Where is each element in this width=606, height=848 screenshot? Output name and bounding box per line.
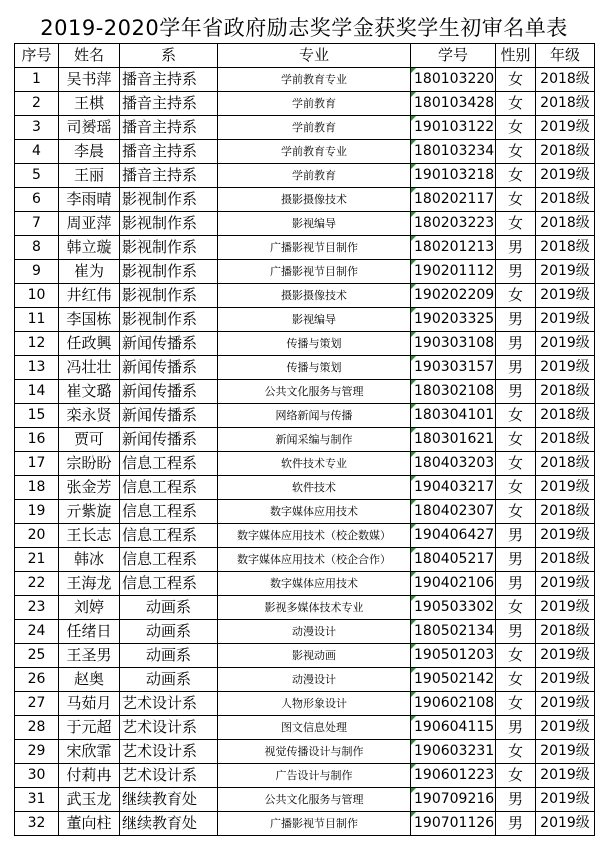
- header-index[interactable]: 序号: [15, 44, 59, 68]
- cell-grade[interactable]: 2018级: [536, 500, 595, 524]
- cell-major[interactable]: 学前教育: [218, 92, 411, 116]
- cell-grade[interactable]: 2018级: [536, 212, 595, 236]
- cell-grade[interactable]: 2019级: [536, 596, 595, 620]
- table-row: [15, 188, 595, 212]
- cell-gender[interactable]: 女: [496, 140, 536, 164]
- table-row: [15, 644, 595, 668]
- cell-gender[interactable]: 女: [496, 68, 536, 92]
- cell-major[interactable]: 动漫设计: [218, 668, 411, 692]
- cell-dept[interactable]: 影视制作系: [120, 236, 218, 260]
- table-row: [15, 332, 595, 356]
- table-row: [15, 500, 595, 524]
- cell-grade[interactable]: 2019级: [536, 260, 595, 284]
- cell-dept[interactable]: 艺术设计系: [120, 764, 218, 788]
- cell-index[interactable]: 23: [15, 596, 59, 620]
- cell-index[interactable]: 13: [15, 356, 59, 380]
- table-row: [15, 212, 595, 236]
- cell-gender[interactable]: 女: [496, 404, 536, 428]
- cell-name[interactable]: 任政興: [59, 332, 120, 356]
- cell-gender[interactable]: 男: [496, 716, 536, 740]
- cell-gender[interactable]: 男: [496, 332, 536, 356]
- cell-student-id[interactable]: 190502142: [411, 668, 496, 692]
- cell-index[interactable]: 25: [15, 644, 59, 668]
- cell-major[interactable]: 影视编导: [218, 212, 411, 236]
- cell-major[interactable]: 人物形象设计: [218, 692, 411, 716]
- cell-grade[interactable]: 2019级: [536, 356, 595, 380]
- cell-major[interactable]: 学前教育专业: [218, 68, 411, 92]
- cell-grade[interactable]: 2019级: [536, 116, 595, 140]
- cell-dept[interactable]: 艺术设计系: [120, 716, 218, 740]
- cell-dept[interactable]: 动画系: [120, 668, 218, 692]
- table-row: [15, 692, 595, 716]
- cell-name[interactable]: 宗盼盼: [59, 452, 120, 476]
- cell-student-id[interactable]: 180304101: [411, 404, 496, 428]
- cell-gender[interactable]: 女: [496, 188, 536, 212]
- cell-name[interactable]: 于元超: [59, 716, 120, 740]
- cell-dept[interactable]: 新闻传播系: [120, 380, 218, 404]
- table-row: [15, 68, 595, 92]
- table-row: [15, 260, 595, 284]
- header-dept[interactable]: 系: [120, 44, 218, 68]
- cell-dept[interactable]: 新闻传播系: [120, 428, 218, 452]
- cell-student-id[interactable]: 180202117: [411, 188, 496, 212]
- cell-grade[interactable]: 2018级: [536, 188, 595, 212]
- cell-student-id[interactable]: 190604115: [411, 716, 496, 740]
- cell-name[interactable]: 崔文璐: [59, 380, 120, 404]
- cell-major[interactable]: 传播与策划: [218, 332, 411, 356]
- cell-student-id[interactable]: 180103220: [411, 68, 496, 92]
- cell-gender[interactable]: 女: [496, 212, 536, 236]
- cell-index[interactable]: 1: [15, 68, 59, 92]
- cell-dept[interactable]: 信息工程系: [120, 524, 218, 548]
- cell-dept[interactable]: 新闻传播系: [120, 404, 218, 428]
- table-row: [15, 764, 595, 788]
- cell-major[interactable]: 公共文化服务与管理: [218, 788, 411, 812]
- cell-name[interactable]: 贾可: [59, 428, 120, 452]
- cell-student-id[interactable]: 190103218: [411, 164, 496, 188]
- cell-grade[interactable]: 2018级: [536, 404, 595, 428]
- cell-dept[interactable]: 影视制作系: [120, 308, 218, 332]
- cell-name[interactable]: 张金芳: [59, 476, 120, 500]
- cell-name[interactable]: 李国栋: [59, 308, 120, 332]
- cell-major[interactable]: 图文信息处理: [218, 716, 411, 740]
- cell-student-id[interactable]: 190201112: [411, 260, 496, 284]
- cell-dept[interactable]: 新闻传播系: [120, 356, 218, 380]
- cell-gender[interactable]: 女: [496, 284, 536, 308]
- cell-major[interactable]: 影视动画: [218, 644, 411, 668]
- cell-student-id[interactable]: 180402307: [411, 500, 496, 524]
- cell-dept[interactable]: 影视制作系: [120, 260, 218, 284]
- cell-index[interactable]: 18: [15, 476, 59, 500]
- cell-student-id[interactable]: 190601223: [411, 764, 496, 788]
- cell-index[interactable]: 9: [15, 260, 59, 284]
- table-row: [15, 620, 595, 644]
- cell-grade[interactable]: 2018级: [536, 548, 595, 572]
- cell-grade[interactable]: 2019级: [536, 692, 595, 716]
- cell-student-id[interactable]: 190602108: [411, 692, 496, 716]
- cell-major[interactable]: 广播影视节目制作: [218, 812, 411, 836]
- header-grade[interactable]: 年级: [536, 44, 595, 68]
- cell-major[interactable]: 影视多媒体技术专业: [218, 596, 411, 620]
- header-major[interactable]: 专业: [218, 44, 411, 68]
- cell-index[interactable]: 15: [15, 404, 59, 428]
- cell-dept[interactable]: 信息工程系: [120, 572, 218, 596]
- cell-student-id[interactable]: 190103122: [411, 116, 496, 140]
- cell-index[interactable]: 22: [15, 572, 59, 596]
- table-row: [15, 452, 595, 476]
- cell-dept[interactable]: 播音主持系: [120, 68, 218, 92]
- cell-index[interactable]: 20: [15, 524, 59, 548]
- table-row: [15, 164, 595, 188]
- cell-name[interactable]: 王棋: [59, 92, 120, 116]
- cell-student-id[interactable]: 180201213: [411, 236, 496, 260]
- cell-gender[interactable]: 女: [496, 116, 536, 140]
- cell-gender[interactable]: 男: [496, 356, 536, 380]
- table-row: [15, 812, 595, 836]
- cell-student-id[interactable]: 180405217: [411, 548, 496, 572]
- cell-grade[interactable]: 2018级: [536, 428, 595, 452]
- cell-index[interactable]: 6: [15, 188, 59, 212]
- cell-name[interactable]: 王长志: [59, 524, 120, 548]
- cell-index[interactable]: 14: [15, 380, 59, 404]
- cell-student-id[interactable]: 190701126: [411, 812, 496, 836]
- cell-major[interactable]: 视觉传播设计与制作: [218, 740, 411, 764]
- cell-grade[interactable]: 2018级: [536, 92, 595, 116]
- cell-dept[interactable]: 艺术设计系: [120, 740, 218, 764]
- cell-student-id[interactable]: 190203325: [411, 308, 496, 332]
- table-row: [15, 356, 595, 380]
- cell-dept[interactable]: 信息工程系: [120, 452, 218, 476]
- cell-index[interactable]: 31: [15, 788, 59, 812]
- cell-grade[interactable]: 2018级: [536, 68, 595, 92]
- cell-index[interactable]: 21: [15, 548, 59, 572]
- cell-dept[interactable]: 动画系: [120, 620, 218, 644]
- cell-index[interactable]: 24: [15, 620, 59, 644]
- cell-major[interactable]: 软件技术专业: [218, 452, 411, 476]
- cell-gender[interactable]: 女: [496, 596, 536, 620]
- cell-dept[interactable]: 播音主持系: [120, 140, 218, 164]
- cell-student-id[interactable]: 190503302: [411, 596, 496, 620]
- cell-index[interactable]: 27: [15, 692, 59, 716]
- cell-dept[interactable]: 播音主持系: [120, 92, 218, 116]
- cell-name[interactable]: 付莉冉: [59, 764, 120, 788]
- cell-index[interactable]: 29: [15, 740, 59, 764]
- cell-major[interactable]: 动漫设计: [218, 620, 411, 644]
- table-row: [15, 284, 595, 308]
- cell-student-id[interactable]: 190202209: [411, 284, 496, 308]
- table-row: [15, 116, 595, 140]
- cell-index[interactable]: 16: [15, 428, 59, 452]
- cell-index[interactable]: 26: [15, 668, 59, 692]
- cell-grade[interactable]: 2019级: [536, 308, 595, 332]
- cell-grade[interactable]: 2019级: [536, 740, 595, 764]
- cell-gender[interactable]: 女: [496, 476, 536, 500]
- table-body: [15, 68, 595, 836]
- cell-major[interactable]: 新闻采编与制作: [218, 428, 411, 452]
- cell-index[interactable]: 8: [15, 236, 59, 260]
- cell-gender[interactable]: 男: [496, 260, 536, 284]
- cell-index[interactable]: 3: [15, 116, 59, 140]
- cell-student-id[interactable]: 180403203: [411, 452, 496, 476]
- table-row: [15, 596, 595, 620]
- table-row: [15, 740, 595, 764]
- cell-dept[interactable]: 信息工程系: [120, 476, 218, 500]
- cell-grade[interactable]: 2018级: [536, 236, 595, 260]
- cell-dept[interactable]: 信息工程系: [120, 500, 218, 524]
- table-row: [15, 548, 595, 572]
- cell-dept[interactable]: 影视制作系: [120, 188, 218, 212]
- cell-gender[interactable]: 女: [496, 740, 536, 764]
- table-row: [15, 572, 595, 596]
- cell-student-id[interactable]: 180301621: [411, 428, 496, 452]
- cell-major[interactable]: 数字媒体应用技术: [218, 500, 411, 524]
- cell-grade[interactable]: 2019级: [536, 764, 595, 788]
- cell-index[interactable]: 11: [15, 308, 59, 332]
- cell-gender[interactable]: 男: [496, 788, 536, 812]
- cell-gender[interactable]: 女: [496, 644, 536, 668]
- cell-dept[interactable]: 新闻传播系: [120, 332, 218, 356]
- cell-name[interactable]: 周亚萍: [59, 212, 120, 236]
- cell-name[interactable]: 赵奥: [59, 668, 120, 692]
- cell-student-id[interactable]: 180103428: [411, 92, 496, 116]
- cell-gender[interactable]: 女: [496, 164, 536, 188]
- table-row: [15, 404, 595, 428]
- cell-grade[interactable]: 2019级: [536, 476, 595, 500]
- table-row: [15, 524, 595, 548]
- header-gender[interactable]: 性别: [496, 44, 536, 68]
- cell-name[interactable]: 马茹月: [59, 692, 120, 716]
- table-row: [15, 140, 595, 164]
- cell-grade[interactable]: 2019级: [536, 572, 595, 596]
- cell-grade[interactable]: 2018级: [536, 140, 595, 164]
- cell-grade[interactable]: 2019级: [536, 164, 595, 188]
- cell-grade[interactable]: 2019级: [536, 332, 595, 356]
- cell-index[interactable]: 30: [15, 764, 59, 788]
- cell-student-id[interactable]: 190709216: [411, 788, 496, 812]
- cell-major[interactable]: 传播与策划: [218, 356, 411, 380]
- cell-gender[interactable]: 男: [496, 380, 536, 404]
- cell-dept[interactable]: 播音主持系: [120, 116, 218, 140]
- cell-dept[interactable]: 动画系: [120, 596, 218, 620]
- cell-index[interactable]: 28: [15, 716, 59, 740]
- cell-gender[interactable]: 女: [496, 692, 536, 716]
- cell-grade[interactable]: 2018级: [536, 452, 595, 476]
- table-row: [15, 308, 595, 332]
- cell-dept[interactable]: 继续教育处: [120, 812, 218, 836]
- cell-dept[interactable]: 继续教育处: [120, 788, 218, 812]
- cell-grade[interactable]: 2019级: [536, 644, 595, 668]
- header-student-id[interactable]: 学号: [411, 44, 496, 68]
- cell-student-id[interactable]: 190403217: [411, 476, 496, 500]
- spreadsheet: [14, 13, 594, 836]
- table-row: [15, 92, 595, 116]
- cell-major[interactable]: 数字媒体应用技术（校企合作）: [218, 548, 411, 572]
- cell-grade[interactable]: 2019级: [536, 284, 595, 308]
- cell-gender[interactable]: 女: [496, 500, 536, 524]
- cell-major[interactable]: 学前教育: [218, 164, 411, 188]
- cell-grade[interactable]: 2019级: [536, 524, 595, 548]
- cell-major[interactable]: 公共文化服务与管理: [218, 380, 411, 404]
- table-row: [15, 428, 595, 452]
- cell-major[interactable]: 广播影视节目制作: [218, 236, 411, 260]
- cell-index[interactable]: 2: [15, 92, 59, 116]
- cell-name[interactable]: 董向柱: [59, 812, 120, 836]
- cell-index[interactable]: 17: [15, 452, 59, 476]
- header-name[interactable]: 姓名: [59, 44, 120, 68]
- cell-dept[interactable]: 艺术设计系: [120, 692, 218, 716]
- cell-grade[interactable]: 2019级: [536, 716, 595, 740]
- cell-grade[interactable]: 2019级: [536, 812, 595, 836]
- table-row: [15, 788, 595, 812]
- cell-name[interactable]: 王海龙: [59, 572, 120, 596]
- cell-index[interactable]: 32: [15, 812, 59, 836]
- cell-dept[interactable]: 信息工程系: [120, 548, 218, 572]
- cell-name[interactable]: 亓紫旋: [59, 500, 120, 524]
- cell-dept[interactable]: 影视制作系: [120, 212, 218, 236]
- cell-gender[interactable]: 女: [496, 764, 536, 788]
- cell-name[interactable]: 任绪日: [59, 620, 120, 644]
- cell-major[interactable]: 广告设计与制作: [218, 764, 411, 788]
- cell-name[interactable]: 韩立璇: [59, 236, 120, 260]
- cell-dept[interactable]: 播音主持系: [120, 164, 218, 188]
- cell-gender[interactable]: 男: [496, 308, 536, 332]
- cell-major[interactable]: 影视编导: [218, 308, 411, 332]
- cell-grade[interactable]: 2019级: [536, 788, 595, 812]
- cell-major[interactable]: 学前教育专业: [218, 140, 411, 164]
- cell-student-id[interactable]: 190406427: [411, 524, 496, 548]
- cell-index[interactable]: 7: [15, 212, 59, 236]
- cell-index[interactable]: 12: [15, 332, 59, 356]
- cell-gender[interactable]: 男: [496, 548, 536, 572]
- award-list-table: [14, 43, 595, 836]
- table-row: [15, 716, 595, 740]
- cell-major[interactable]: 学前教育: [218, 116, 411, 140]
- cell-major[interactable]: 软件技术: [218, 476, 411, 500]
- cell-name[interactable]: 崔为: [59, 260, 120, 284]
- cell-major[interactable]: 数字媒体应用技术: [218, 572, 411, 596]
- cell-student-id[interactable]: 180103234: [411, 140, 496, 164]
- cell-grade[interactable]: 2018级: [536, 380, 595, 404]
- cell-name[interactable]: 李雨晴: [59, 188, 120, 212]
- cell-name[interactable]: 井红伟: [59, 284, 120, 308]
- cell-name[interactable]: 王丽: [59, 164, 120, 188]
- cell-name[interactable]: 栾永贤: [59, 404, 120, 428]
- cell-name[interactable]: 司赟瑶: [59, 116, 120, 140]
- cell-dept[interactable]: 动画系: [120, 644, 218, 668]
- cell-grade[interactable]: 2019级: [536, 668, 595, 692]
- cell-student-id[interactable]: 190303108: [411, 332, 496, 356]
- cell-student-id[interactable]: 190303157: [411, 356, 496, 380]
- cell-index[interactable]: 5: [15, 164, 59, 188]
- cell-gender[interactable]: 女: [496, 668, 536, 692]
- cell-student-id[interactable]: 190603231: [411, 740, 496, 764]
- cell-name[interactable]: 王圣男: [59, 644, 120, 668]
- cell-name[interactable]: 李晨: [59, 140, 120, 164]
- cell-name[interactable]: 武玉龙: [59, 788, 120, 812]
- cell-gender[interactable]: 女: [496, 428, 536, 452]
- cell-gender[interactable]: 女: [496, 92, 536, 116]
- cell-student-id[interactable]: 180502134: [411, 620, 496, 644]
- table-row: [15, 668, 595, 692]
- cell-name[interactable]: 刘婷: [59, 596, 120, 620]
- header-row: [15, 44, 595, 68]
- table-row: [15, 380, 595, 404]
- cell-name[interactable]: 吴书萍: [59, 68, 120, 92]
- table-row: [15, 236, 595, 260]
- cell-gender[interactable]: 男: [496, 524, 536, 548]
- cell-gender[interactable]: 男: [496, 236, 536, 260]
- cell-major[interactable]: 广播影视节目制作: [218, 260, 411, 284]
- cell-dept[interactable]: 影视制作系: [120, 284, 218, 308]
- cell-index[interactable]: 19: [15, 500, 59, 524]
- cell-major[interactable]: 摄影摄像技术: [218, 188, 411, 212]
- cell-grade[interactable]: 2018级: [536, 620, 595, 644]
- cell-name[interactable]: 冯壮壮: [59, 356, 120, 380]
- cell-gender[interactable]: 男: [496, 620, 536, 644]
- cell-gender[interactable]: 女: [496, 452, 536, 476]
- cell-major[interactable]: 摄影摄像技术: [218, 284, 411, 308]
- cell-index[interactable]: 10: [15, 284, 59, 308]
- cell-name[interactable]: 宋欣霏: [59, 740, 120, 764]
- cell-major[interactable]: 网络新闻与传播: [218, 404, 411, 428]
- cell-major[interactable]: 数字媒体应用技术（校企数媒）: [218, 524, 411, 548]
- cell-name[interactable]: 韩冰: [59, 548, 120, 572]
- cell-student-id[interactable]: 190501203: [411, 644, 496, 668]
- cell-student-id[interactable]: 190402106: [411, 572, 496, 596]
- cell-index[interactable]: 4: [15, 140, 59, 164]
- table-row: [15, 476, 595, 500]
- sheet-title: 2019-2020学年省政府励志奖学金获奖学生初审名单表: [40, 16, 568, 40]
- cell-gender[interactable]: 男: [496, 572, 536, 596]
- cell-student-id[interactable]: 180203223: [411, 212, 496, 236]
- cell-gender[interactable]: 男: [496, 812, 536, 836]
- cell-student-id[interactable]: 180302108: [411, 380, 496, 404]
